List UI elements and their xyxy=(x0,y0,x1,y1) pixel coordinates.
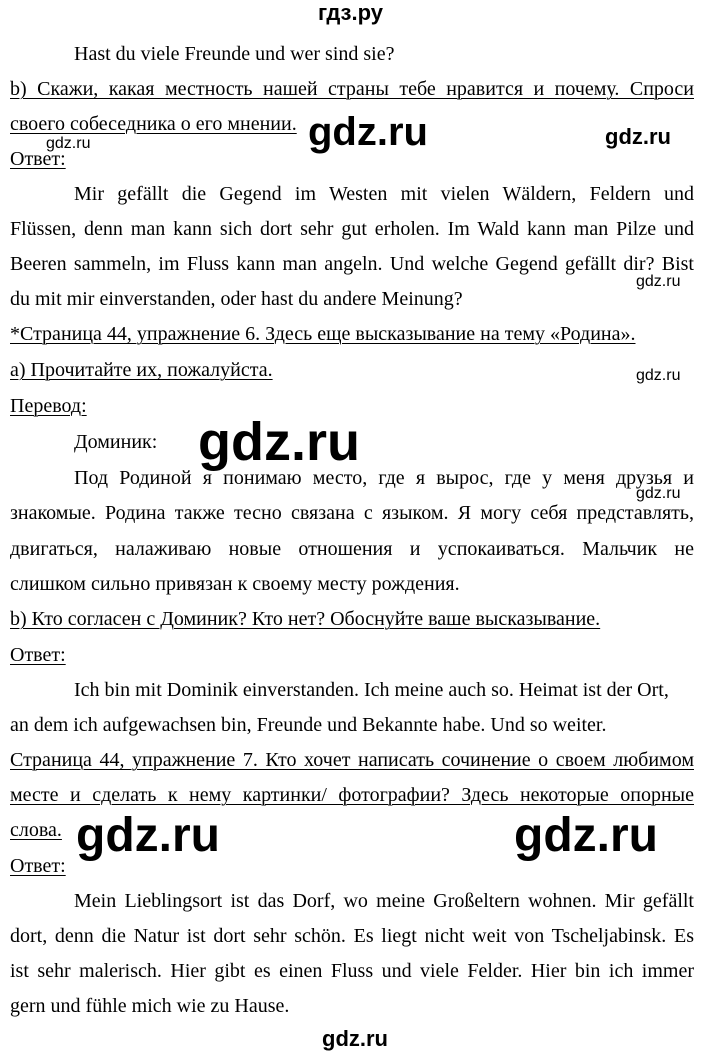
task-heading: своего собеседника о его мнении. xyxy=(10,113,297,135)
answer-text: Ich bin mit Dominik einverstanden. Ich meine auch so. Heimat ist der Ort, xyxy=(74,679,669,701)
answer-label: Ответ: xyxy=(10,644,66,666)
text-line: Hast du viele Freunde und wer sind sie? xyxy=(74,43,395,65)
watermark: gdz.ru xyxy=(46,135,91,152)
answer-label: Ответ: xyxy=(10,855,66,877)
watermark: gdz.ru xyxy=(636,485,681,502)
watermark: gdz.ru xyxy=(636,367,681,384)
answer-text: an dem ich aufgewachsen bin, Freunde und Bekannte habe. Und so weiter. xyxy=(10,714,607,736)
translation-label: Перевод: xyxy=(10,395,87,417)
exercise-heading: месте и сделать к нему картинки/ фотографии? Здесь некоторые опорные xyxy=(10,784,694,806)
exercise-heading: слова. xyxy=(10,819,62,841)
watermark: gdz.ru xyxy=(308,110,428,154)
answer-text: Beeren sammeln, im Fluss kann man angeln. Und welche Gegend gefällt dir? Bist xyxy=(10,253,694,275)
translation-text: знакомые. Родина также тесно связана с языком. Я могу себя представлять, xyxy=(10,502,694,524)
answer-text: Mir gefällt die Gegend im Westen mit vielen Wäldern, Feldern und xyxy=(74,183,694,205)
translation-text: двигаться, налаживаю новые отношения и успокаиваться. Мальчик не xyxy=(10,538,694,560)
answer-text: ist sehr malerisch. Hier gibt es einen Fluss und viele Felder. Hier bin ich immer xyxy=(10,960,694,982)
answer-text: du mit mir einverstanden, oder hast du andere Meinung? xyxy=(10,288,463,310)
answer-text: Flüssen, denn man kann sich dort sehr gut erholen. Im Wald kann man Pilze und xyxy=(10,218,694,240)
task-heading: b) Кто согласен с Доминик? Кто нет? Обоснуйте ваше высказывание. xyxy=(10,608,601,630)
watermark: gdz.ru xyxy=(605,124,671,149)
exercise-heading: *Страница 44, упражнение 6. Здесь еще высказывание на тему «Родина». xyxy=(10,323,636,345)
watermark: gdz.ru xyxy=(198,412,360,472)
watermark: gdz.ru xyxy=(322,1026,388,1051)
site-header: гдз.ру xyxy=(318,0,383,25)
exercise-heading: Страница 44, упражнение 7. Кто хочет написать сочинение о своем любимом xyxy=(10,749,694,771)
answer-label: Ответ: xyxy=(10,148,66,170)
answer-text: dort, denn die Natur ist dort sehr schön. Es liegt nicht weit von Tscheljabinsk. Es xyxy=(10,925,694,947)
translation-text: Под Родиной я понимаю место, где я вырос, где у меня друзья и xyxy=(74,467,694,489)
speaker-name: Доминик: xyxy=(74,431,158,453)
watermark: gdz.ru xyxy=(636,273,681,290)
watermark: gdz.ru xyxy=(76,809,220,862)
answer-text: gern und fühle mich wie zu Hause. xyxy=(10,995,290,1017)
answer-text: Mein Lieblingsort ist das Dorf, wo meine Großeltern wohnen. Mir gefällt xyxy=(74,890,694,912)
task-heading: b) Скажи, какая местность нашей страны тебе нравится и почему. Спроси xyxy=(10,78,694,100)
watermark: gdz.ru xyxy=(514,809,658,862)
translation-text: слишком сильно привязан к своему месту рождения. xyxy=(10,573,460,595)
task-heading: a) Прочитайте их, пожалуйста. xyxy=(10,359,273,381)
